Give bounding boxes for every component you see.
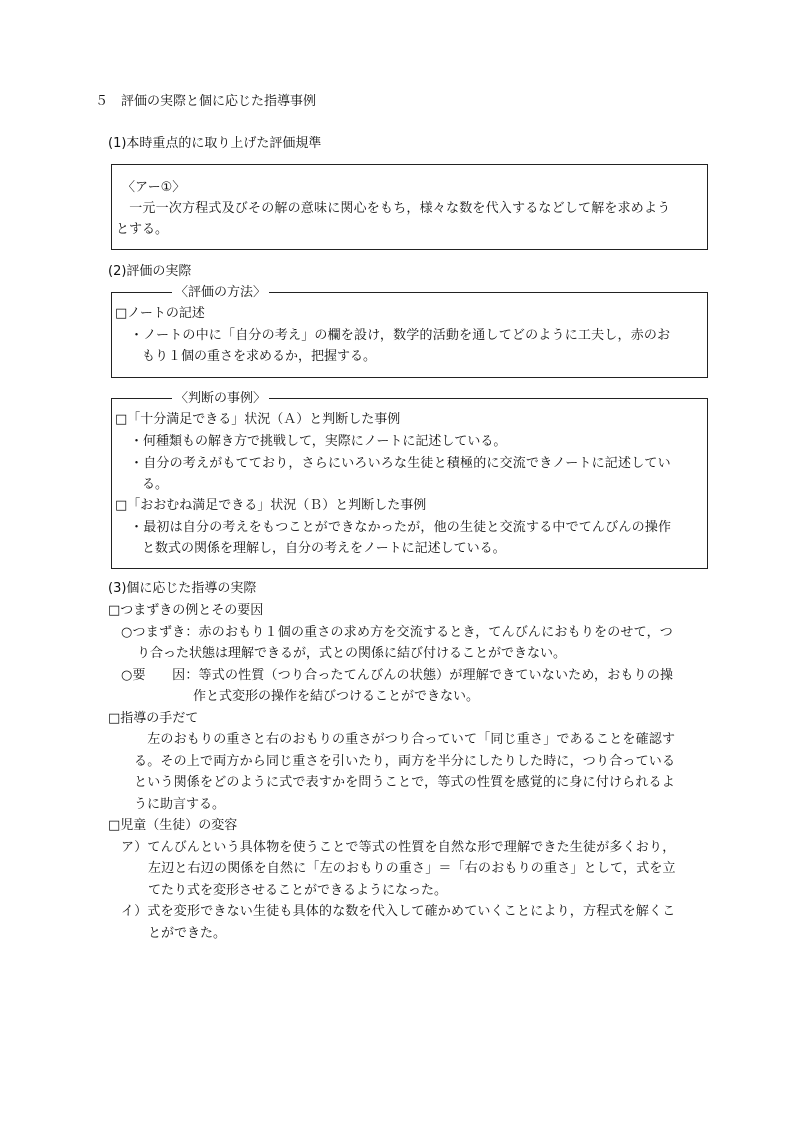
guidance-line: り合った状態は理解できるが，式との関係に結び付けることができない。 (137, 646, 567, 661)
criteria-heading: (1)本時重点的に取り上げた評価規準 (108, 136, 322, 151)
judge-line: □「おおむね満足できる」状況（Ｂ）と判断した事例 (115, 498, 427, 513)
criteria-line: 一元一次方程式及びその解の意味に関心をもち，様々な数を代入するなどして解を求めよう (116, 201, 671, 216)
judge-line: ・何種類もの解き方で挑戦して，実際にノートに記述している。 (130, 434, 507, 449)
judge-line: ・自分の考えがもてており，さらにいろいろな生徒と積極的に交流できノートに記述してい (130, 456, 671, 471)
judge-line: る。 (142, 477, 169, 492)
guidance-line: とができた。 (148, 926, 227, 941)
guidance-line: 左辺と右辺の関係を自然に「左のおもりの重さ」＝「右のおもりの重さ」として，式を立 (148, 861, 676, 876)
guidance-line: る。その上で両方から同じ重さを引いたり，両方を半分にしたりした時に，つり合っている (134, 754, 676, 769)
guidance-line: 左のおもりの重さと右のおもりの重さがつり合っていて「同じ重さ」であることを確認す (134, 732, 676, 747)
judge-legend: 〈判断の事例〉 (172, 388, 269, 409)
method-line: もり１個の重さを求めるか，把握する。 (142, 349, 377, 364)
criteria-label: 〈アー①〉 (122, 180, 186, 195)
guidance-line: ○つまずき：赤のおもり１個の重さの求め方を交流するとき，てんびんにおもりをのせて，つ (121, 625, 673, 640)
guidance-line: 作と式変形の操作を結びつけることができない。 (193, 689, 480, 704)
guidance-line: という関係をどのように式で表すかを問うことで，等式の性質を感覚的に身に付けられるよ (134, 775, 675, 790)
guidance-line: □指導の手だて (108, 711, 199, 726)
method-line: ・ノートの中に「自分の考え」の欄を設け，数学的活動を通してどのように工夫し，赤のお (130, 328, 671, 343)
judge-box (111, 391, 708, 569)
section-title: ５ 評価の実際と個に応じた指導事例 (95, 94, 317, 109)
criteria-line: とする。 (116, 222, 169, 237)
guidance-line: □児童（生徒）の変容 (108, 818, 238, 833)
guidance-heading: (3)個に応じた指導の実際 (108, 581, 257, 596)
evaluation-heading: (2)評価の実際 (108, 264, 192, 279)
method-box (111, 285, 708, 378)
judge-line: □「十分満足できる」状況（Ａ）と判断した事例 (115, 412, 401, 427)
guidance-line: ア）てんびんという具体物を使うことで等式の性質を自然な形で理解できた生徒が多くおり， (121, 840, 676, 855)
method-legend: 〈評価の方法〉 (172, 282, 269, 303)
criteria-box (111, 164, 708, 250)
guidance-line: イ）式を変形できない生徒も具体的な数を代入して確かめていくことにより，方程式を解くこ (121, 904, 676, 919)
guidance-line: うに助言する。 (134, 797, 226, 812)
guidance-line: ○要 因：等式の性質（つり合ったてんびんの状態）が理解できていないため，おもりの操 (121, 668, 674, 683)
judge-line: ・最初は自分の考えをもつことができなかったが，他の生徒と交流する中でてんびんの操作 (130, 520, 672, 535)
guidance-line: てたり式を変形させることができるようになった。 (148, 883, 448, 898)
judge-line: と数式の関係を理解し，自分の考えをノートに記述している。 (142, 541, 506, 556)
guidance-line: □つまずきの例とその要因 (108, 603, 264, 618)
method-line: □ノートの記述 (115, 306, 205, 321)
